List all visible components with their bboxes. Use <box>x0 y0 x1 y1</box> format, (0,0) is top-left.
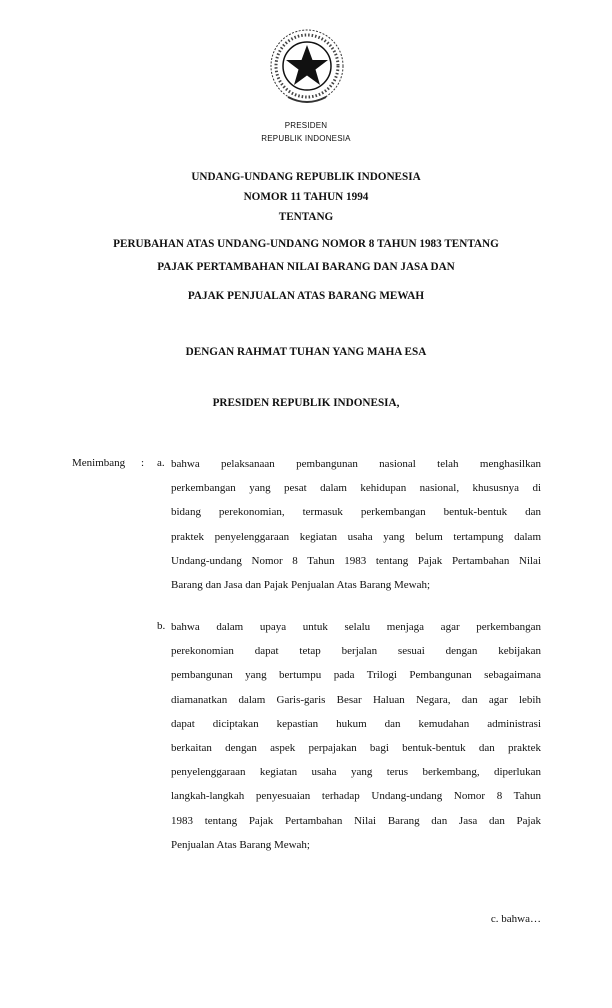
title-line: PERUBAHAN ATAS UNDANG-UNDANG NOMOR 8 TAHUN 1983 TENTANG <box>113 238 499 250</box>
text-line: dapat diciptakan kepastian hukum dan kemudahan administrasi <box>171 717 541 730</box>
text-line: bidang perekonomian, termasuk perkembangan bentuk-bentuk dan <box>171 506 541 519</box>
item-marker-a: a. <box>157 457 165 469</box>
considering-item-a <box>171 457 541 602</box>
continuation-note: c. bahwa… <box>490 913 541 925</box>
text-line: Undang-undang Nomor 8 Tahun 1983 tentang Pajak Pertambahan Nilai <box>171 554 541 567</box>
text-line: 1983 tentang Pajak Pertambahan Nilai Barang dan Jasa dan Pajak <box>171 814 541 827</box>
title-line: PAJAK PERTAMBAHAN NILAI BARANG DAN JASA DAN <box>157 261 455 273</box>
text-line: penyelenggaraan kegiatan usaha yang terus berkembang, diperlukan <box>171 766 541 779</box>
garuda-seal-icon <box>268 25 346 107</box>
title-line: PAJAK PENJUALAN ATAS BARANG MEWAH <box>187 290 425 302</box>
blessing: DENGAN RAHMAT TUHAN YANG MAHA ESA <box>185 346 427 358</box>
office-line1: PRESIDEN <box>284 121 328 130</box>
text-line: praktek penyelenggaraan kegiatan usaha yang belum tertampung dalam <box>171 530 541 543</box>
text-line: bahwa pelaksanaan pembangunan nasional telah menghasilkan <box>171 458 541 470</box>
text-line: berkaitan dengan aspek perpajakan bagi bentuk-bentuk dan praktek <box>171 741 541 754</box>
office-line2: REPUBLIK INDONESIA <box>261 134 351 143</box>
title-line: UNDANG-UNDANG REPUBLIK INDONESIA <box>191 171 421 183</box>
title-line: TENTANG <box>278 211 334 223</box>
considering-label: Menimbang <box>72 457 126 469</box>
president-heading: PRESIDEN REPUBLIK INDONESIA, <box>212 397 400 409</box>
text-line: Penjualan Atas Barang Mewah; <box>171 838 310 851</box>
text-line: diamanatkan dalam Garis-garis Besar Haluan Negara, dan agar lebih <box>171 693 541 706</box>
text-line: bahwa dalam upaya untuk selalu menjaga agar perkembangan <box>171 621 541 633</box>
text-line: perekonomian dapat tetap berjalan sesuai dengan kebijakan <box>171 645 541 658</box>
title-line: NOMOR 11 TAHUN 1994 <box>243 191 369 203</box>
item-marker-b: b. <box>157 620 166 632</box>
text-line: langkah-langkah penyesuaian terhadap Undang-undang Nomor 8 Tahun <box>171 790 541 803</box>
considering-item-b <box>171 620 541 862</box>
considering-colon: : <box>141 457 145 469</box>
text-line: perkembangan yang pesat dalam kehidupan nasional, khususnya di <box>171 482 541 495</box>
text-line: Barang dan Jasa dan Pajak Penjualan Atas Barang Mewah; <box>171 578 431 591</box>
text-line: pembangunan yang bertumpu pada Trilogi Pembangunan sebagaimana <box>171 669 541 682</box>
